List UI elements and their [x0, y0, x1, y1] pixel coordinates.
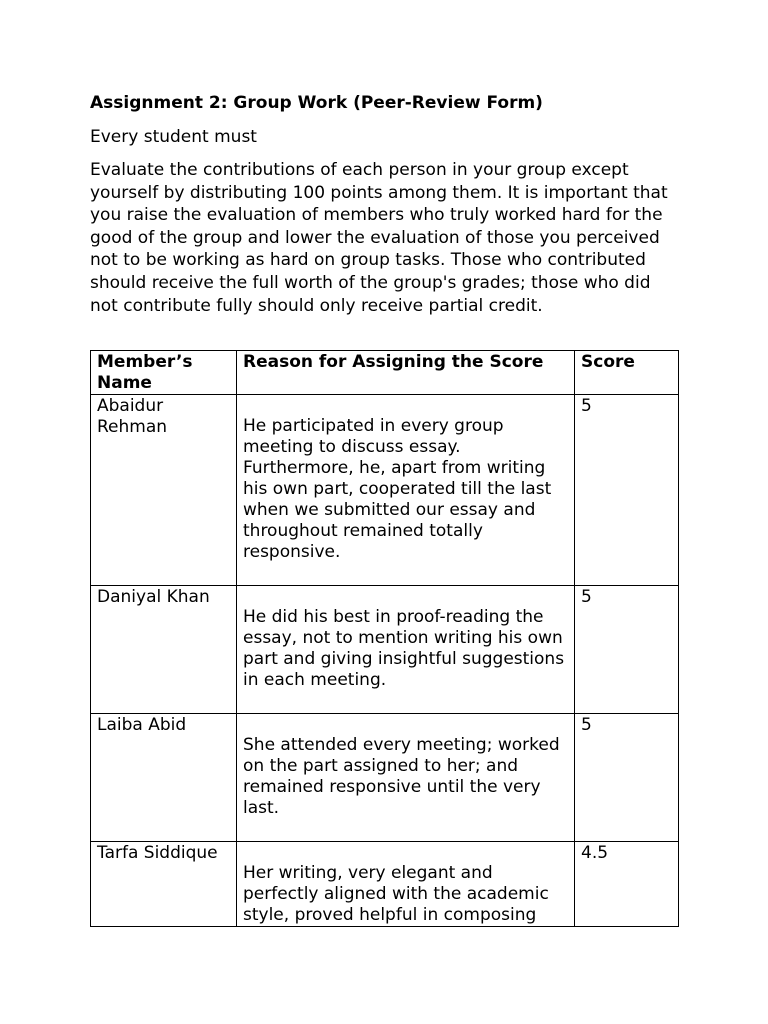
reason-text: He did his best in proof-reading the essay, not to mention writing his own part and giving insightful suggestions in each meeting.	[243, 607, 565, 690]
member-name-cell: Abaidur Rehman	[91, 395, 237, 586]
score-cell: 4.5	[575, 842, 679, 927]
table-row	[91, 395, 679, 586]
document-page	[90, 92, 680, 317]
table-header-row	[91, 351, 679, 395]
document-title: Assignment 2: Group Work (Peer-Review Form)	[90, 93, 543, 113]
score-cell: 5	[575, 714, 679, 842]
reason-text: She attended every meeting; worked on the part assigned to her; and remained responsive until the very last.	[243, 735, 560, 818]
score-cell: 5	[575, 395, 679, 586]
score-cell: 5	[575, 586, 679, 714]
reason-cell	[237, 395, 575, 586]
reason-cell	[237, 842, 575, 927]
table-row	[91, 714, 679, 842]
table-row	[91, 586, 679, 714]
reason-cell	[237, 714, 575, 842]
member-name-cell: Laiba Abid	[91, 714, 237, 842]
table-row	[91, 842, 679, 927]
reason-text: Her writing, very elegant and perfectly aligned with the academic style, proved helpful in composing	[243, 863, 549, 925]
header-reason: Reason for Assigning the Score	[237, 351, 575, 395]
member-name-cell: Daniyal Khan	[91, 586, 237, 714]
header-score: Score	[575, 351, 679, 395]
header-member-name: Member’s Name	[91, 351, 237, 395]
peer-review-table	[90, 350, 679, 927]
lead-text: Every student must	[90, 127, 257, 147]
instructions-paragraph: Evaluate the contributions of each person in your group except yourself by distributing 100 points among them. It is important that you raise the evaluation of members who truly worked hard for the good of the group and lower the evaluation of those you perceived not to be working as hard on group tasks. Those who contributed should receive the full worth of the group's grades; those who did not contribute fully should only receive partial credit.	[90, 160, 668, 316]
member-name-cell: Tarfa Siddique	[91, 842, 237, 927]
reason-cell	[237, 586, 575, 714]
reason-text: He participated in every group meeting to discuss essay. Furthermore, he, apart from writing his own part, cooperated till the last when we submitted our essay and throughout remained totally responsive.	[243, 416, 552, 562]
